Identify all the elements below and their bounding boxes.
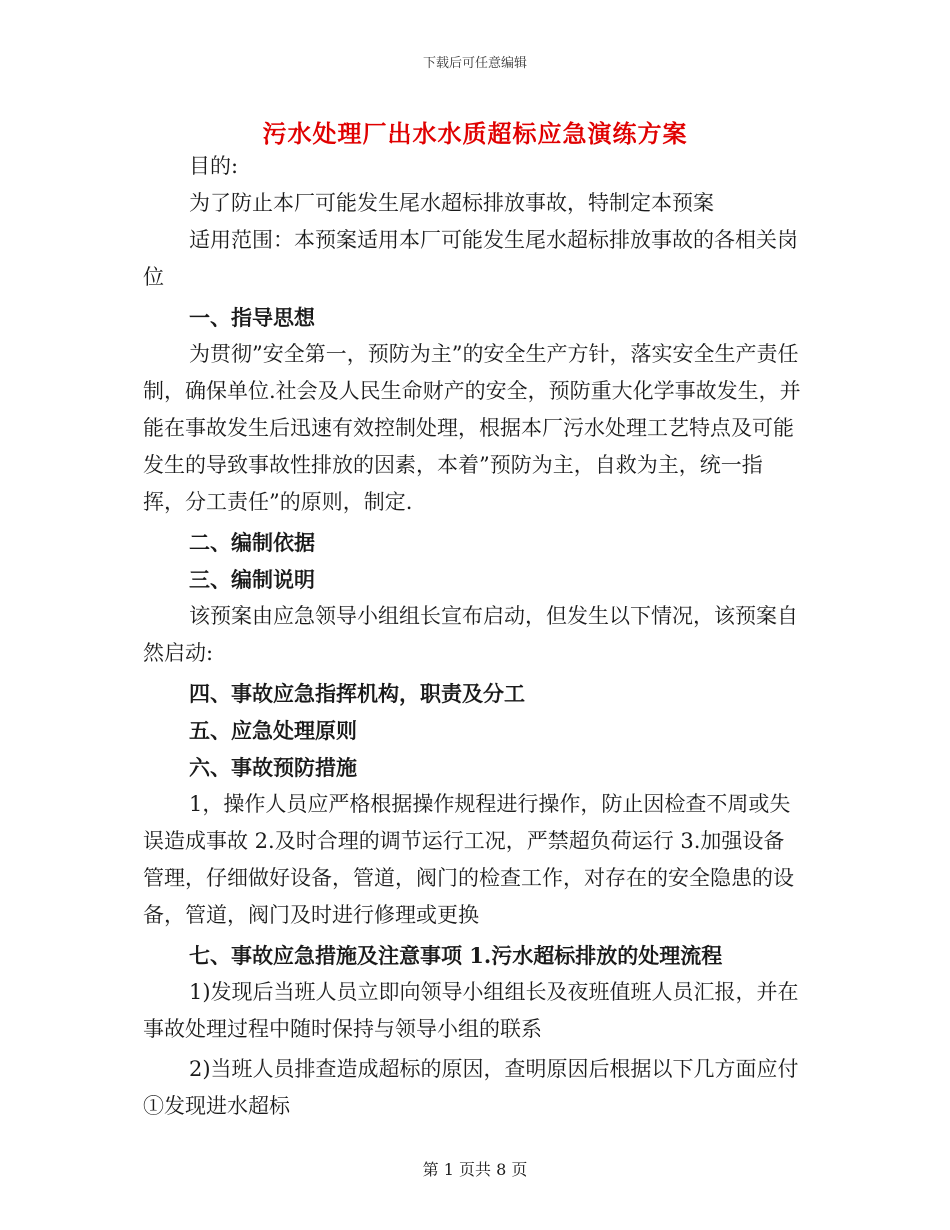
paragraph-compilation-notes: 该预案由应急领导小组组长宣布启动，但发生以下情况，该预案自然启动: <box>143 604 798 665</box>
paragraph-prevention-measures: 1，操作人员应严格根据操作规程进行操作，防止因检查不周或失误造成事故 2.及时合理的调节运行工况，严禁超负荷运行 3.加强设备管理，仔细做好设备，管道，阀门的检查工作，对存在的安全隐患的设备，管道，阀门及时进行修理或更换 <box>143 792 794 927</box>
paragraph-step-2: 2)当班人员排查造成超标的原因，查明原因后根据以下几方面应付①发现进水超标 <box>143 1057 799 1118</box>
paragraph-guiding-ideology: 为贯彻”安全第一，预防为主”的安全生产方针，落实安全生产责任制，确保单位.社会及人民生命财产的安全，预防重大化学事故发生，并能在事故发生后迅速有效控制处理，根据本厂污水处理工艺特点及可能发生的导致事故性排放的因素，本着”预防为主，自救为主，统一指挥，分工责任”的原则，制定. <box>143 342 801 514</box>
heading-compilation-basis: 二、编制依据 <box>189 530 315 555</box>
paragraph-step-1: 1)发现后当班人员立即向领导小组组长及夜班值班人员汇报，并在事故处理过程中随时保持与领导小组的联系 <box>143 980 799 1041</box>
page-number: 第 1 页共 8 页 <box>422 1160 528 1179</box>
heading-handling-principles: 五、应急处理原则 <box>189 718 357 743</box>
paragraph-purpose-label: 目的: <box>189 154 239 178</box>
paragraph-scope: 适用范围：本预案适用本厂可能发生尾水超标排放事故的各相关岗位 <box>143 228 798 289</box>
page-header: 下载后可任意编辑 <box>422 56 527 71</box>
document-title: 污水处理厂出水水质超标应急演练方案 <box>262 119 688 148</box>
heading-prevention-measures: 六、事故预防措施 <box>189 755 357 780</box>
heading-compilation-notes: 三、编制说明 <box>189 567 315 592</box>
heading-command-structure: 四、事故应急指挥机构，职责及分工 <box>189 681 525 706</box>
heading-emergency-measures: 七、事故应急措施及注意事项 1.污水超标排放的处理流程 <box>189 943 723 968</box>
document-body <box>143 148 803 1125</box>
paragraph-purpose: 为了防止本厂可能发生尾水超标排放事故，特制定本预案 <box>189 191 714 215</box>
heading-guiding-ideology: 一、指导思想 <box>189 305 315 330</box>
